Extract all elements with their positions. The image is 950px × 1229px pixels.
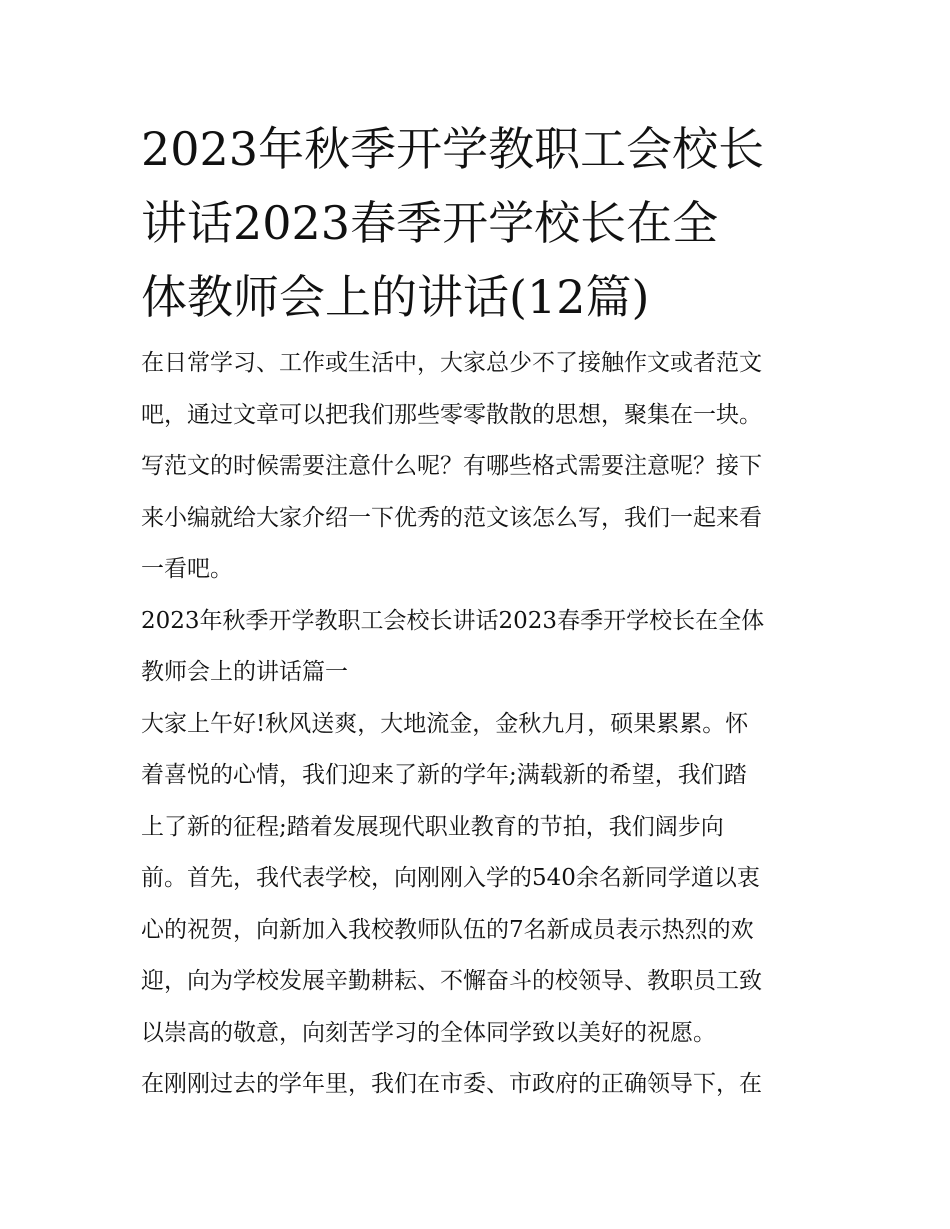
text-line: 2023年秋季开学教职工会校长讲话2023春季开学校长在全体 [141,607,765,634]
text-line: 教师会上的讲话篇一 [141,659,348,685]
text-line: 在刚刚过去的学年里，我们在市委、市政府的正确领导下，在 [141,1071,762,1097]
title-line: 体教师会上的讲话(12篇) [141,270,650,324]
text-line: 写范文的时候需要注意什么呢？有哪些格式需要注意呢？接下 [141,453,762,479]
text-line: 上了新的征程;踏着发展现代职业教育的节拍，我们阔步向 [141,813,724,840]
document-title [141,112,821,334]
text-line: 着喜悦的心情，我们迎来了新的学年;满载新的希望，我们踏 [141,762,747,788]
text-line: 来小编就给大家介绍一下优秀的范文该怎么写，我们一起来看 [141,504,762,531]
title-line: 讲话2023春季开学校长在全 [141,196,719,250]
body-paragraph [141,1059,821,1111]
text-line: 一看吧。 [141,556,233,582]
intro-paragraph [141,338,821,596]
text-line: 大家上午好!秋风送爽，大地流金，金秋九月，硕果累累。怀 [141,710,749,737]
title-line: 2023年秋季开学教职工会校长 [141,122,765,176]
document-page [141,112,821,1111]
text-line: 前。首先，我代表学校，向刚刚入学的540余名新同学道以衷 [141,865,760,891]
text-line: 在日常学习、工作或生活中，大家总少不了接触作文或者范文 [141,350,762,376]
text-line: 以崇高的敬意，向刻苦学习的全体同学致以美好的祝愿。 [141,1019,716,1046]
body-paragraph [141,699,821,1060]
text-line: 吧，通过文章可以把我们那些零零散散的思想，聚集在一块。 [141,401,762,428]
section-heading [141,596,821,699]
text-line: 心的祝贺，向新加入我校教师队伍的7名新成员表示热烈的欢 [141,916,754,943]
text-line: 迎，向为学校发展辛勤耕耘、不懈奋斗的校领导、教职员工致 [141,968,762,994]
